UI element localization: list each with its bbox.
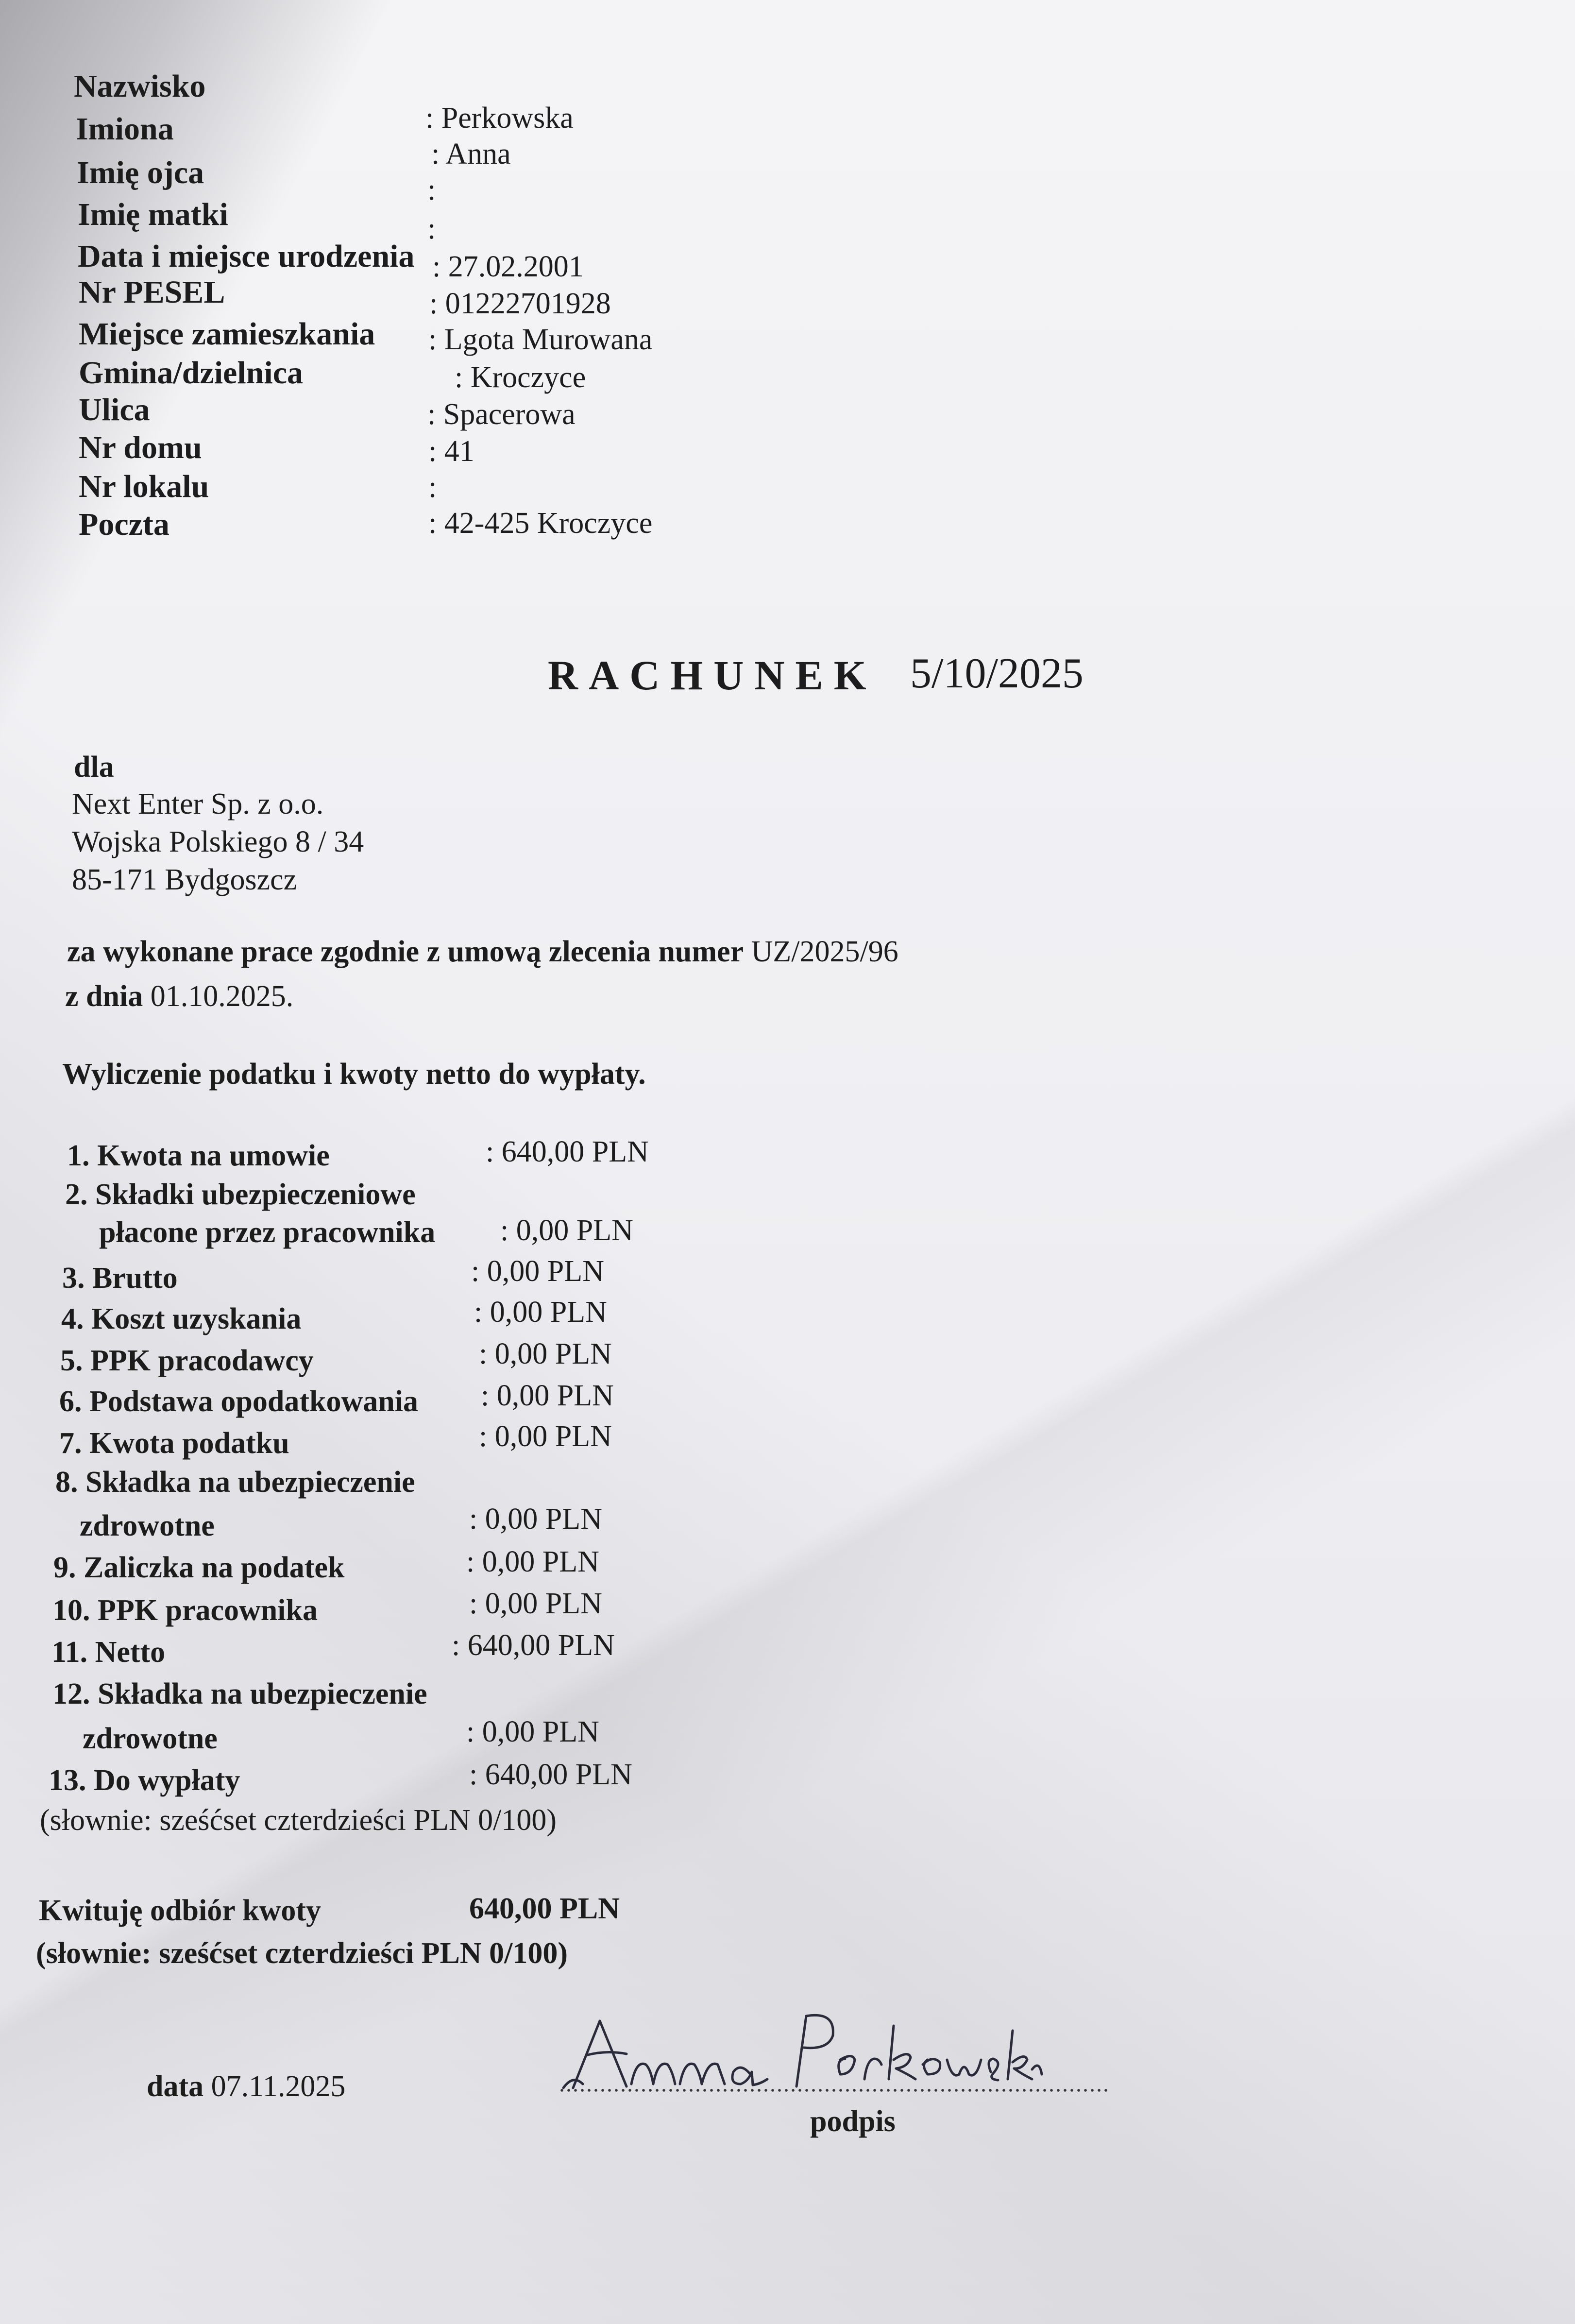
mother-name-label: Imię matki — [78, 197, 228, 232]
contract-line — [67, 935, 898, 969]
street-value: : Spacerowa — [427, 398, 576, 431]
pesel-label: Nr PESEL — [79, 274, 225, 310]
signature-label: podpis — [810, 2105, 896, 2138]
house-no-value: : 41 — [428, 435, 474, 468]
list-item-value: : 0,00 PLN — [469, 1503, 602, 1536]
footer-date: 07.11.2025 — [211, 2070, 346, 2103]
birth-label: Data i miejsce urodzenia — [78, 239, 415, 274]
recipient-for-label: dla — [74, 751, 114, 784]
list-item-value: : 640,00 PLN — [486, 1135, 649, 1168]
list-item-label: 13. Do wypłaty — [49, 1764, 240, 1797]
list-item-value: : 0,00 PLN — [500, 1214, 633, 1247]
list-item-label: 8. Składka na ubezpieczenie — [55, 1466, 415, 1499]
handwritten-signature — [554, 2001, 1044, 2094]
list-item-value: : 0,00 PLN — [479, 1337, 612, 1370]
list-item-value: : 0,00 PLN — [469, 1587, 602, 1620]
municipality-value: : Kroczyce — [455, 361, 586, 394]
residence-label: Miejsce zamieszkania — [79, 316, 375, 352]
recipient-street: Wojska Polskiego 8 / 34 — [72, 825, 364, 858]
list-item-label: 4. Koszt uzyskania — [61, 1302, 302, 1335]
list-item-label-cont: zdrowotne — [80, 1509, 215, 1542]
list-item-label: 1. Kwota na umowie — [67, 1139, 330, 1172]
father-name-label: Imię ojca — [77, 155, 204, 190]
receipt-in-words: (słownie: sześćset czterdzieści PLN 0/100) — [36, 1937, 568, 1970]
document-title: RACHUNEK — [548, 652, 877, 699]
list-item-label: 10. PPK pracownika — [52, 1594, 318, 1627]
list-item-label: 9. Zaliczka na podatek — [53, 1551, 345, 1584]
footer-date-line — [147, 2069, 345, 2104]
contract-date: 01.10.2025. — [150, 980, 294, 1013]
flat-no-label: Nr lokalu — [79, 469, 209, 504]
calculation-heading: Wyliczenie podatku i kwoty netto do wypłaty. — [62, 1058, 646, 1091]
street-label: Ulica — [79, 392, 150, 427]
list-item-label-cont: zdrowotne — [83, 1722, 218, 1755]
post-label: Poczta — [79, 507, 169, 542]
list-item-label: 11. Netto — [51, 1636, 166, 1669]
recipient-city: 85-171 Bydgoszcz — [72, 863, 297, 896]
first-names-label: Imiona — [76, 111, 174, 147]
list-item-label: 2. Składki ubezpieczeniowe — [65, 1178, 416, 1211]
list-item-value: : 0,00 PLN — [466, 1545, 599, 1578]
house-no-label: Nr domu — [79, 430, 202, 465]
list-item-label: 12. Składka na ubezpieczenie — [52, 1677, 427, 1710]
surname-label: Nazwisko — [74, 68, 206, 104]
recipient-company: Next Enter Sp. z o.o. — [72, 787, 324, 820]
list-item-label: 6. Podstawa opodatkowania — [59, 1385, 418, 1418]
amount-in-words: (słownie: sześćset czterdzieści PLN 0/100) — [40, 1804, 557, 1837]
residence-value: : Lgota Murowana — [428, 323, 653, 356]
post-value: : 42-425 Kroczyce — [428, 507, 653, 540]
mother-name-value: : — [427, 212, 436, 245]
surname-value: : Perkowska — [425, 102, 574, 135]
municipality-label: Gmina/dzielnica — [79, 355, 303, 391]
list-item-label: 3. Brutto — [62, 1262, 178, 1295]
list-item-label: 5. PPK pracodawcy — [60, 1344, 314, 1377]
contract-date-line — [65, 979, 293, 1014]
contract-date-label: z dnia — [65, 980, 143, 1013]
pesel-value: : 01222701928 — [429, 287, 611, 320]
list-item-value: : 0,00 PLN — [471, 1255, 604, 1288]
footer-date-label: data — [147, 2070, 204, 2103]
first-names-value: : Anna — [431, 137, 511, 171]
list-item-label-cont: płacone przez pracownika — [99, 1216, 436, 1249]
birth-value: : 27.02.2001 — [432, 250, 584, 283]
list-item-label: 7. Kwota podatku — [59, 1427, 289, 1460]
list-item-value: : 0,00 PLN — [474, 1296, 607, 1329]
receipt-amount: 640,00 PLN — [469, 1892, 620, 1925]
list-item-value: : 640,00 PLN — [469, 1758, 632, 1791]
document-number: 5/10/2025 — [910, 650, 1084, 697]
list-item-value: : 0,00 PLN — [466, 1715, 599, 1748]
list-item-value: : 0,00 PLN — [481, 1379, 614, 1412]
father-name-value: : — [427, 173, 436, 206]
contract-text: za wykonane prace zgodnie z umową zlecenia numer — [67, 935, 744, 968]
contract-number: UZ/2025/96 — [751, 935, 898, 968]
receipt-label: Kwituję odbiór kwoty — [39, 1894, 322, 1927]
list-item-value: : 640,00 PLN — [452, 1629, 615, 1662]
flat-no-value: : — [428, 471, 437, 504]
list-item-value: : 0,00 PLN — [479, 1420, 612, 1453]
